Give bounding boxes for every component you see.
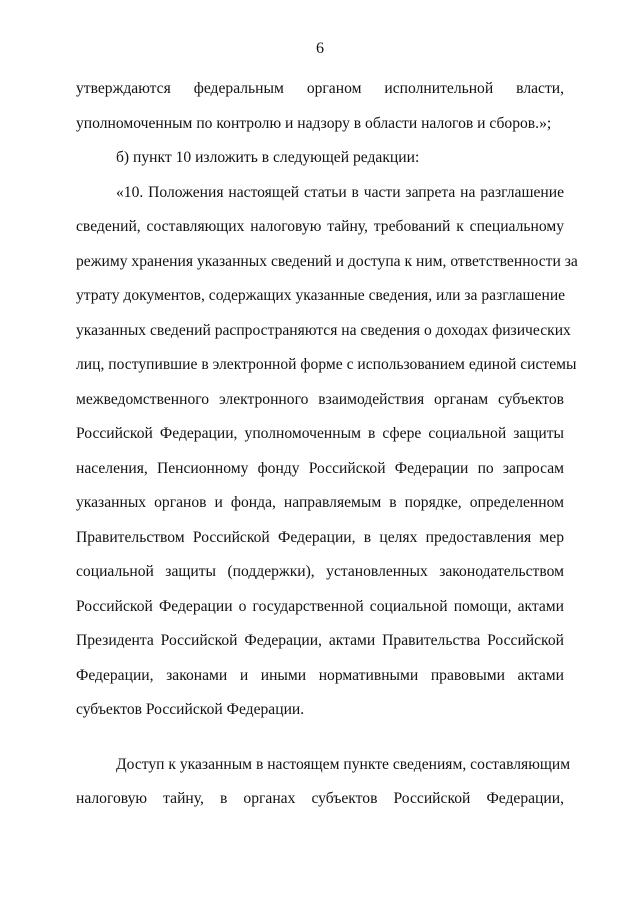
- text-line: Правительством Российской Федерации, в целях предоставления мер: [76, 528, 564, 546]
- text-line: Президента Российской Федерации, актами Правительства Российской: [76, 632, 564, 649]
- text-line: налоговую тайну, в органах субъектов Российской Федерации,: [76, 790, 564, 807]
- text-line: указанных органов и фонда, направляемым в порядке, определенном: [76, 494, 564, 511]
- paragraph-continuation: [76, 76, 564, 145]
- text-line: субъектов Российской Федерации.: [76, 701, 305, 718]
- page-number: 6: [316, 40, 324, 57]
- text-line: указанных сведений распространяются на сведения о доходах физических: [76, 321, 571, 339]
- paragraph-point-10: [76, 180, 578, 732]
- text-line: социальной защиты (поддержки), установленных законодательством: [76, 563, 564, 580]
- paragraph-instruction-b: [76, 145, 564, 180]
- text-line: межведомственного электронного взаимодействия органам субъектов: [76, 390, 564, 408]
- text-line: Российской Федерации, уполномоченным в сфере социальной защиты: [76, 425, 564, 442]
- text-line: Федерации, законами и иными нормативными правовыми актами: [76, 666, 564, 684]
- document-body: [76, 76, 578, 821]
- text-line: уполномоченным по контролю и надзору в области налогов и сборов.»;: [76, 114, 552, 132]
- text-line: режиму хранения указанных сведений и доступа к ним, ответственности за: [76, 252, 578, 270]
- paragraph-spacer: [76, 732, 564, 752]
- text-line: «10. Положения настоящей статьи в части запрета на разглашение: [116, 183, 564, 201]
- text-line: Доступ к указанным в настоящем пункте сведениям, составляющим: [116, 755, 571, 773]
- text-line: населения, Пенсионному фонду Российской Федерации по запросам: [76, 459, 564, 477]
- text-line: утверждаются федеральным органом исполнительной власти,: [76, 80, 564, 97]
- text-line: утрату документов, содержащих указанные сведения, или за разглашение: [76, 287, 566, 304]
- text-line: б) пункт 10 изложить в следующей редакции:: [116, 149, 420, 166]
- paragraph-access: [76, 752, 571, 821]
- text-line: Российской Федерации о государственной социальной помощи, актами: [76, 597, 564, 615]
- text-line: сведений, составляющих налоговую тайну, требований к специальному: [76, 218, 564, 235]
- text-line: лиц, поступившие в электронной форме с использованием единой системы: [76, 356, 577, 373]
